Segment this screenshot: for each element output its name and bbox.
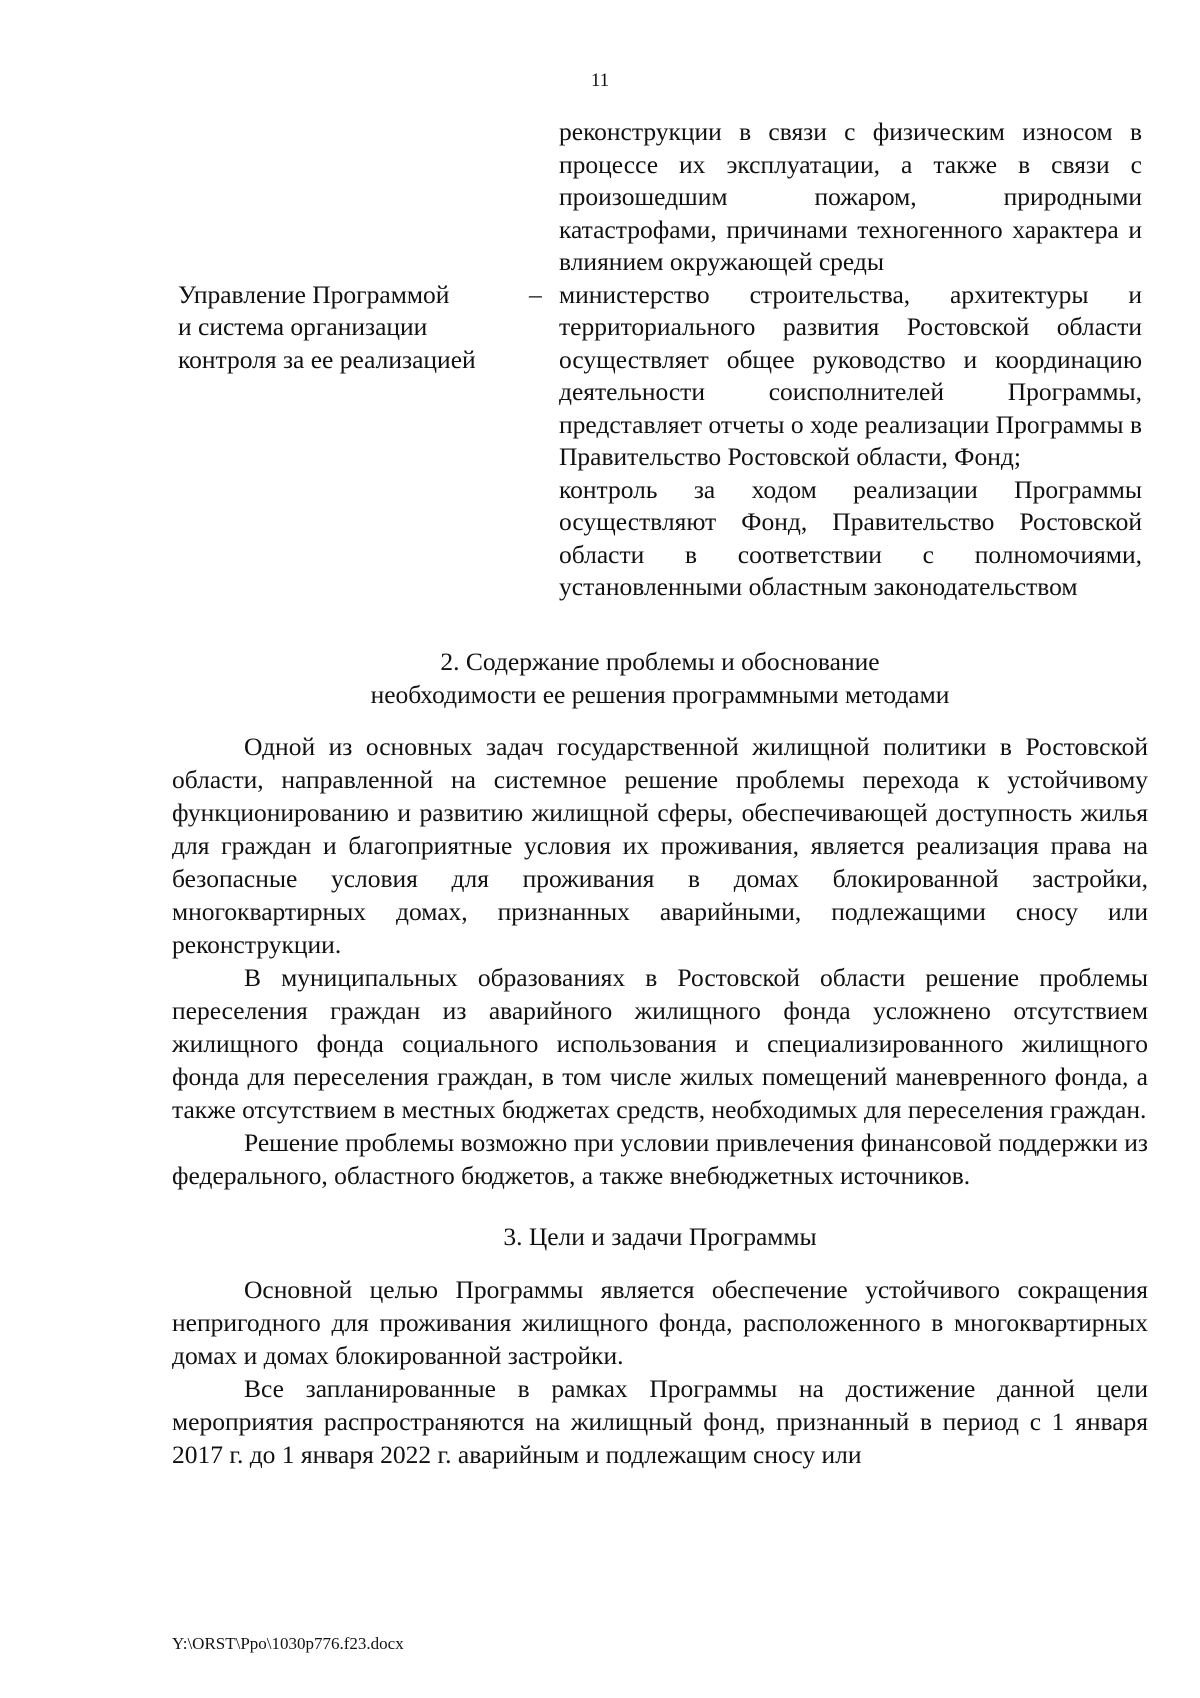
passport-continuation-row xyxy=(0,116,1200,279)
section-2-paragraph: Решение проблемы возможно при условии привлечения финансовой поддержки из федерального, областного бюджетов, а также внебюджетных источников. xyxy=(172,1128,1148,1190)
passport-label-line: и система организации xyxy=(178,312,428,341)
passport-label-line: Управление Программой xyxy=(178,279,450,309)
passport-table xyxy=(0,116,1200,604)
section-2-paragraph: Одной из основных задач государственной жилищной политики в Ростовской области, направленной на системное решение проблемы перехода к устойчивому функционированию и развитию жилищной сферы, обеспечивающей доступность жилья для граждан и благоприятные условия их проживания, является реализация права на безопасные условия для проживания в домах блокированной застройки, многоквартирных домах, признанных аварийными, подлежащими сносу или реконструкции. xyxy=(172,732,1148,959)
section-3-paragraph: Все запланированные в рамках Программы на достижение данной цели мероприятия распространяются на жилищный фонд, признанный в период с 1 января 2017 г. до 1 января 2022 г. аварийным и подлежащим сносу или xyxy=(172,1374,1148,1469)
passport-label-line: контроля за ее реализацией xyxy=(178,344,476,374)
section-2-body xyxy=(172,730,1148,1192)
passport-continuation-text: реконструкции в связи с физическим износом в процессе их эксплуатации, а также в связи с произошедшим пожаром, природными катастрофами, причинами техногенного характера и влиянием окружающей среды xyxy=(559,117,1142,276)
section-3-paragraph: Основной целью Программы является обеспечение устойчивого сокращения непригодного для проживания жилищного фонда, расположенного в многоквартирных домах и домах блокированной застройки. xyxy=(172,1275,1148,1370)
section-2-heading-line: необходимости ее решения программными методами xyxy=(370,680,950,709)
section-2-heading xyxy=(170,645,1150,711)
section-3-body xyxy=(172,1273,1148,1471)
section-3-heading: 3. Цели и задачи Программы xyxy=(503,1222,817,1251)
passport-row-value xyxy=(559,279,1142,604)
footer-file-path: Y:\ORST\Ppo\1030p776.f23.docx xyxy=(172,1634,404,1653)
section-2-heading-line: 2. Содержание проблемы и обоснование xyxy=(440,647,880,676)
page-number: 11 xyxy=(590,70,610,91)
passport-value-paragraph: контроль за ходом реализации Программы осуществляют Фонд, Правительство Ростовской области в соответствии с полномочиями, установленными областным законодательством xyxy=(559,474,1142,601)
passport-row-management xyxy=(0,279,1200,604)
section-2-paragraph: В муниципальных образованиях в Ростовской области решение проблемы переселения граждан из аварийного жилищного фонда усложнено отсутствием жилищного фонда социального использования и специализированного жилищного фонда для переселения граждан, в том числе жилых помещений маневренного фонда, а также отсутствием в местных бюджетах средств, необходимых для переселения граждан. xyxy=(172,963,1148,1124)
passport-value-paragraph: министерство строительства, архитектуры и территориального развития Ростовской области осуществляет общее руководство и координацию деятельности соисполнителей Программы, представляет отчеты о ходе реализации Программы в Правительство Ростовской области, Фонд; xyxy=(559,279,1142,471)
passport-dash: – xyxy=(529,279,542,309)
passport-continuation-value xyxy=(559,116,1142,279)
passport-row-label xyxy=(178,279,523,377)
